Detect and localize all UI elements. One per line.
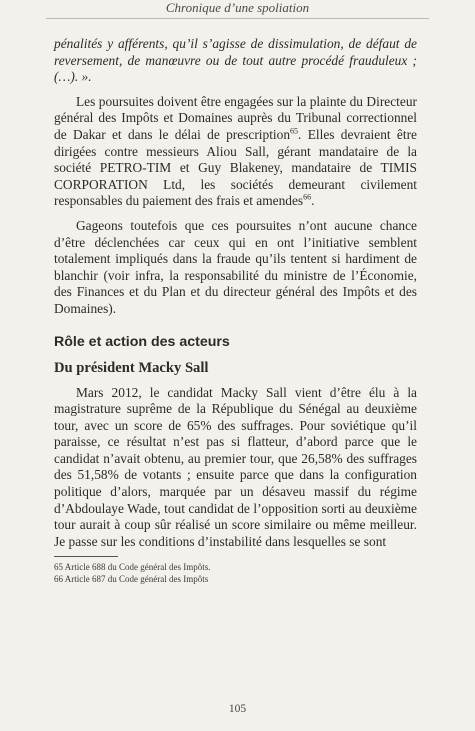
footnote-65: 65 Article 688 du Code général des Impôts. (54, 562, 211, 573)
paragraph-prosecution (54, 94, 417, 210)
footnote-rule (54, 556, 118, 557)
paragraph-wager: Gageons toutefois que ces poursuites n’ont aucune chance d’être déclenchées car ceux qui en ont l’initiative semblent totalement impliqués dans la fraude qu’ils tentent si hardiment de blanchir (voir infra, la responsabilité du ministre de l’Économie, des Finances et du Plan et du directeur général des Impôts et des Domaines). (54, 217, 417, 316)
quote-continuation: pénalités y afférents, qu’il s’agisse de dissimulation, de défaut de reversement, de manœuvre ou de tout autre procédé frauduleux ; (…). ». (54, 36, 417, 85)
section-heading: Rôle et action des acteurs (54, 333, 230, 350)
subsection-heading: Du président Macky Sall (54, 359, 209, 376)
header-rule (46, 18, 429, 19)
footnote-66: 66 Article 687 du Code général des Impôts (54, 574, 209, 585)
page-content (54, 36, 417, 585)
footnote-ref-65: 65 (290, 126, 299, 136)
page-number: 105 (228, 703, 247, 715)
paragraph-text: . (311, 193, 315, 209)
running-header: Chronique d’une spoliation (165, 0, 310, 15)
footnote-ref-66: 66 (303, 192, 312, 202)
paragraph-text: Les poursuites doivent être engagées sur la plainte du Directeur général des Impôts et Domaines auprès du Tribunal correctionnel de Dakar et dans le délai de prescription (54, 93, 417, 142)
paragraph-text: . Elles devraient être dirigées contre messieurs Aliou Sall, gérant mandataire de la société PETRO-TIM et Guy Blakeney, mandataire de TIMIS CORPORATION Ltd, les sociétés demeurant civilement responsables du paiement des frais et amendes (54, 126, 417, 209)
paragraph-election: Mars 2012, le candidat Macky Sall vient d’être élu à la magistrature suprême de la République du Sénégal au deuxième tour, avec un score de 65% des suffrages. Pour soviétique qu’il paraisse, ce résultat n’est pas si flatteur, d’abord parce que le candidat n’avait obtenu, au premier tour, que 26,58% des suffrages des 51,58% de votants ; ensuite parce que dans la configuration politique d’alors, marquée par un désaveu massif du régime d’Abdoulaye Wade, tout candidat de l’opposition sorti au deuxième tour aurait à coup sûr réalisé un score similaire ou même meilleur. Je passe sur les conditions d’instabilité dans lesquelles se sont (54, 384, 417, 549)
